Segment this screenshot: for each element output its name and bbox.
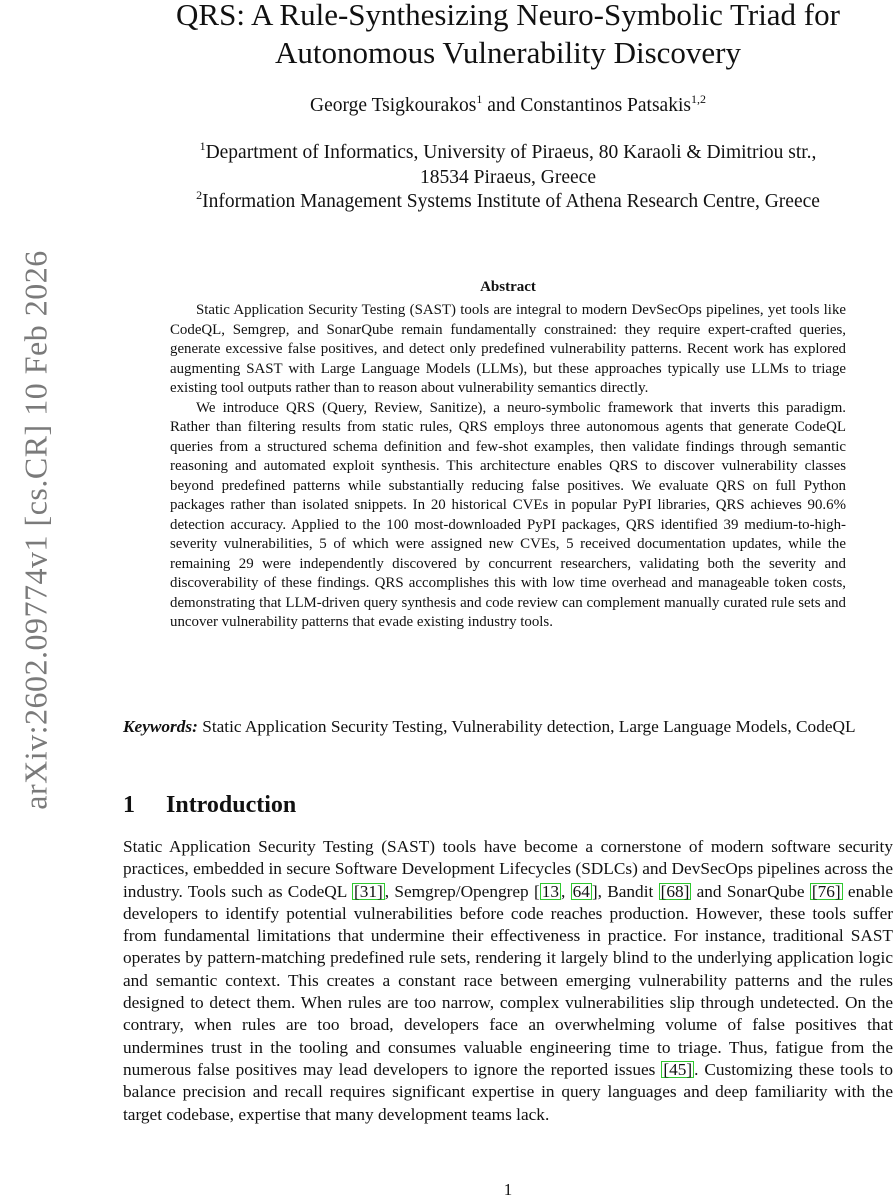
section-heading — [123, 790, 296, 820]
body-text-run: ], Bandit — [591, 881, 659, 901]
affiliation-text: Department of Informatics, University of Piraeus, 80 Karaoli & Dimitriou str., — [205, 142, 817, 163]
citation-link[interactable]: 64 — [572, 881, 590, 901]
author-name: Constantinos Patsakis — [520, 95, 691, 116]
citation-link[interactable]: [45] — [663, 1059, 693, 1079]
abstract-body — [170, 301, 846, 633]
abstract-paragraph: Static Application Security Testing (SAST) tools are integral to modern DevSecOps pipelines, yet tools like CodeQL, Semgrep, and SonarQube remain fundamentally constrained: they require expert-crafted queries, generate excessive false positives, and detect only predefined vulnerability patterns. Recent work has explored augmenting SAST with Large Language Models (LLMs), but these approaches typically use LLMs to triage existing tool outputs rather than to reason about vulnerability semantics directly. — [170, 302, 846, 396]
citation-link[interactable]: [31] — [353, 881, 383, 901]
body-text-run: and SonarQube — [691, 881, 810, 901]
body-text-run: , — [561, 881, 571, 901]
arxiv-identifier: arXiv:2602.09774v1 [cs.CR] 10 Feb 2026 — [17, 250, 54, 810]
affiliation-mark: 2 — [196, 188, 203, 202]
title-line-2: Autonomous Vulnerability Discovery — [275, 35, 741, 70]
author-conjunction: and — [482, 95, 521, 116]
citation-link[interactable]: [68] — [660, 881, 690, 901]
keywords-label: Keywords: — [123, 717, 198, 736]
body-text-run: Static Application Security Testing (SAST) tools have become a cornerstone of modern software security practices, embedded in secure Software Development Lifecycles (SDLCs) and DevSecOps pipelines across the industry. Tools such as CodeQL — [123, 837, 893, 901]
affiliations — [123, 141, 893, 215]
section-number: 1 — [123, 792, 135, 818]
author-name: George Tsigkourakos — [310, 95, 477, 116]
citation-link[interactable]: [76] — [811, 881, 841, 901]
body-text-run: enable developers to identify potential vulnerabilities before code reaches production. However, these tools suffer from fundamental limitations that undermine their effectiveness in practice. For instance, traditional SAST operates by pattern-matching predefined rule sets, rendering it largely blind to the underlying application logic and semantic context. This creates a constant race between emerging vulnerability patterns and the rules designed to detect them. When rules are too narrow, complex vulnerabilities slip through undetected. On the contrary, when rules are too broad, developers face an overwhelming volume of false positives that undermines trust in the tooling and consumes valuable engineering time to triage. Thus, fatigue from the numerous false positives may lead developers to ignore the reported issues — [123, 881, 893, 1079]
affiliation-line — [123, 141, 893, 166]
affiliation-text: Information Management Systems Institute of Athena Research Centre, Greece — [202, 191, 820, 212]
keywords — [123, 716, 893, 738]
affiliation-line — [123, 190, 893, 215]
author-affiliation-mark: 1 — [476, 92, 483, 106]
paper-title — [123, 0, 893, 72]
body-text-run: , Semgrep/Opengrep [ — [384, 881, 540, 901]
affiliation-line: 18534 Piraeus, Greece — [420, 166, 596, 188]
affiliation-mark: 1 — [199, 139, 206, 153]
author-affiliation-mark: 1,2 — [690, 92, 706, 106]
title-line-1: QRS: A Rule-Synthesizing Neuro-Symbolic Triad for — [176, 0, 840, 32]
page-number: 1 — [503, 1180, 513, 1199]
introduction-paragraph — [123, 836, 893, 1126]
citation-link[interactable]: 13 — [541, 881, 559, 901]
body-text-run: . Customizing these tools to balance precision and recall requires significant expertise in query languages and deep familiarity with the target codebase, expertise that many development teams lack. — [123, 1059, 893, 1124]
section-title: Introduction — [166, 792, 297, 818]
author-list — [123, 94, 893, 118]
abstract-paragraph: We introduce QRS (Query, Review, Sanitize), a neuro-symbolic framework that inverts this paradigm. Rather than filtering results from static rules, QRS employs three autonomous agents that generate CodeQL queries from a structured schema definition and few-shot examples, then validate findings through semantic reasoning and automated exploit synthesis. This architecture enables QRS to discover vulnerability classes beyond predefined patterns while substantially reducing false positives. We evaluate QRS on full Python packages rather than isolated snippets. In 20 historical CVEs in popular PyPI libraries, QRS achieves 90.6% detection accuracy. Applied to the 100 most-downloaded PyPI packages, QRS identified 39 medium-to-high-severity vulnerabilities, 5 of which were assigned new CVEs, 5 received documentation updates, while the remaining 29 were independently discovered by concurrent researchers, validating both the severity and discoverability of these findings. QRS accomplishes this with low time overhead and manageable token costs, demonstrating that LLM-driven query synthesis and code review can complement manually curated rule sets and uncover vulnerability patterns that evade existing industry tools. — [170, 399, 846, 630]
abstract-heading: Abstract — [480, 279, 536, 295]
keywords-text: Static Application Security Testing, Vulnerability detection, Large Language Models, CodeQL — [197, 717, 856, 736]
